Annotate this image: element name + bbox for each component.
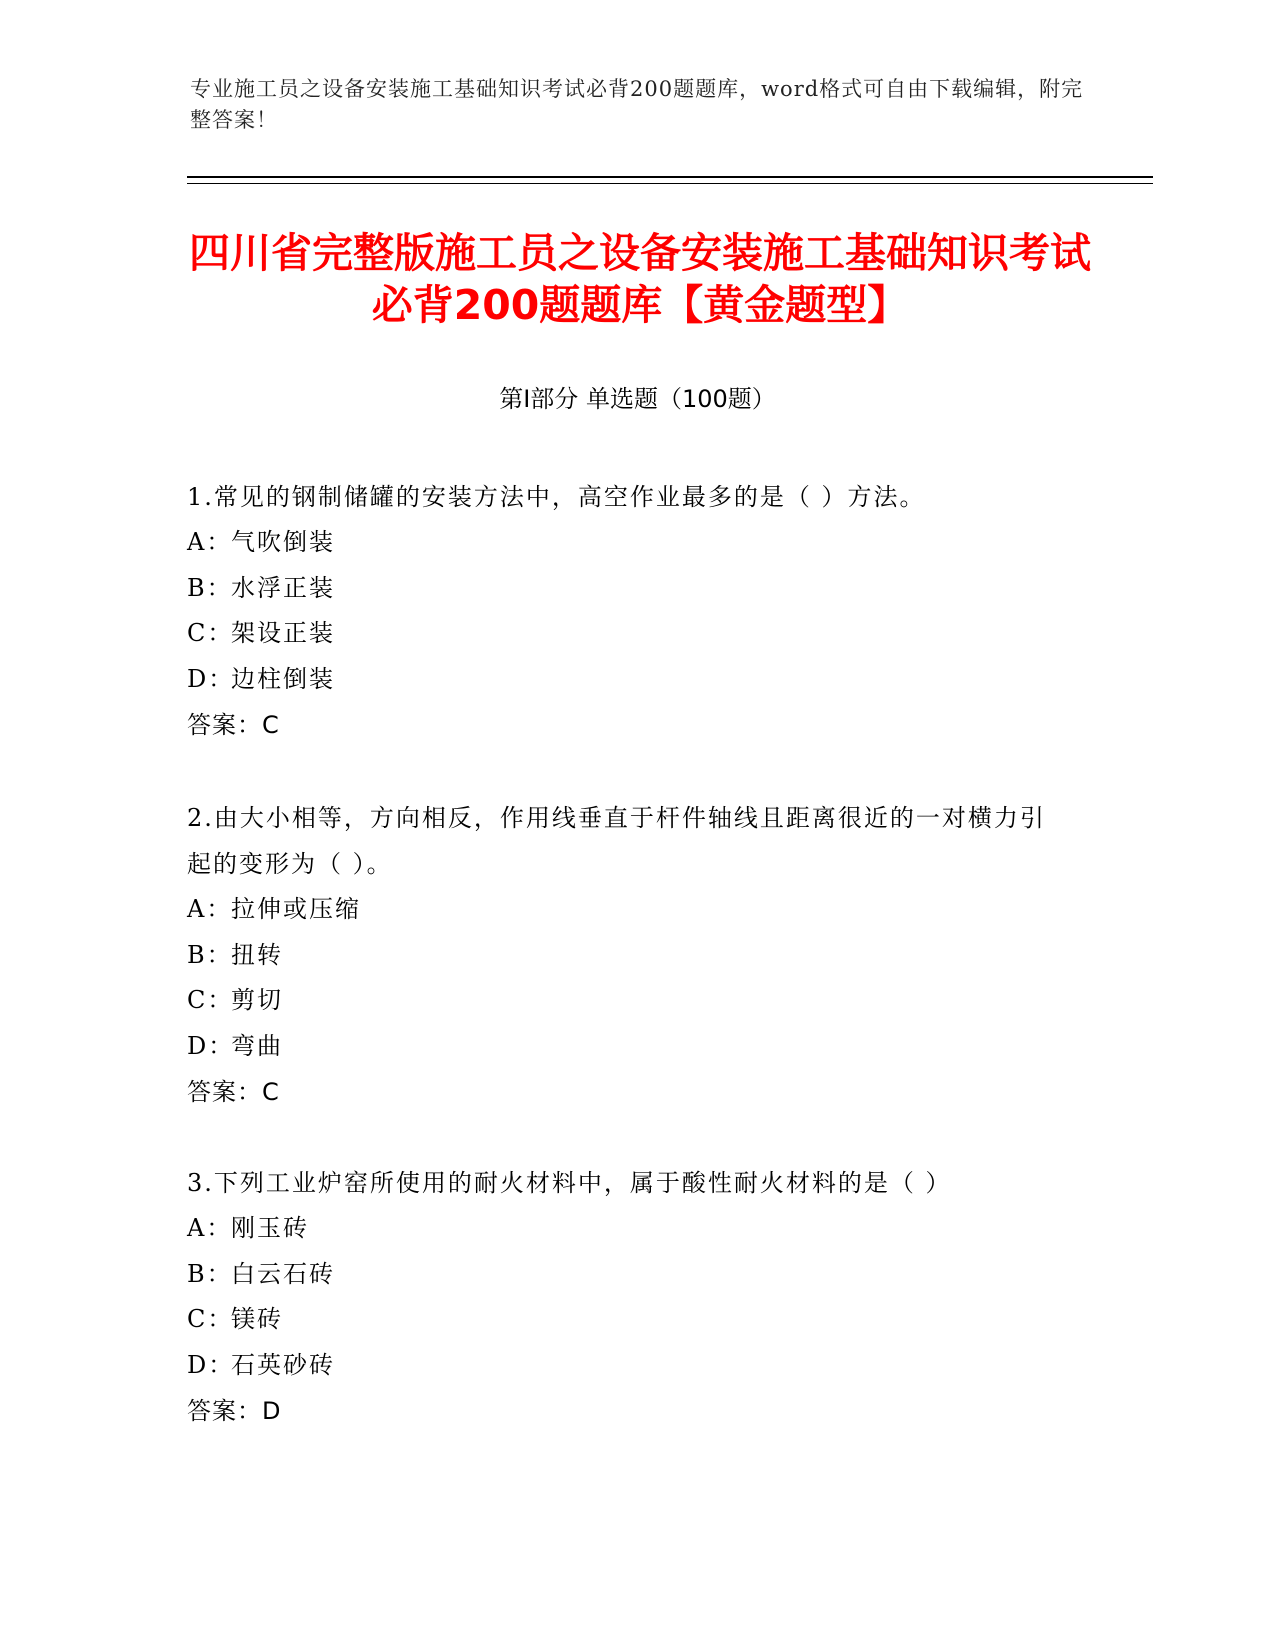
option-b <box>187 566 1067 612</box>
option-c <box>187 611 1067 657</box>
option-a <box>187 887 1067 933</box>
option-text: 拉伸或压缩 <box>231 895 361 923</box>
answer-value: D <box>262 1397 282 1425</box>
option-letter: B： <box>187 573 233 602</box>
option-letter: D： <box>187 1031 235 1060</box>
option-text: 刚玉砖 <box>231 1214 309 1242</box>
question-stem: 2.由大小相等，方向相反，作用线垂直于杆件轴线且距离很近的一对横力引起的变形为（ ）。 <box>187 804 1046 878</box>
option-letter: B： <box>187 1259 233 1288</box>
section-heading: 第Ⅰ部分 单选题（100题） <box>499 385 776 413</box>
option-letter: B： <box>187 940 233 969</box>
option-a <box>187 1206 1067 1252</box>
document-title: 四川省完整版施工员之设备安装施工基础知识考试必背200题题库【黄金题型】 <box>189 229 1091 329</box>
option-text: 白云石砖 <box>231 1259 335 1288</box>
option-text: 水浮正装 <box>231 573 335 602</box>
header-note: 专业施工员之设备安装施工基础知识考试必背200题题库，word格式可自由下载编辑，附完整答案！ <box>190 77 1084 132</box>
question-2 <box>187 793 1067 1115</box>
option-b <box>187 1252 1067 1298</box>
answer-value: C <box>262 1078 280 1106</box>
answer-label: 答案： <box>187 711 262 739</box>
option-c <box>187 1297 1067 1343</box>
option-a <box>187 520 1067 566</box>
option-letter: D： <box>187 1350 235 1379</box>
answer-line <box>187 1069 1067 1115</box>
answer-line <box>187 1388 1067 1434</box>
answer-label: 答案： <box>187 1397 262 1425</box>
option-letter: A： <box>187 1214 233 1242</box>
option-text: 弯曲 <box>231 1031 283 1060</box>
header-divider-thick <box>187 176 1153 178</box>
question-stem: 3.下列工业炉窑所使用的耐火材料中，属于酸性耐火材料的是（ ） <box>187 1169 952 1197</box>
option-text: 边柱倒装 <box>231 664 335 693</box>
option-c <box>187 978 1067 1024</box>
header-divider-thin <box>187 183 1153 184</box>
question-stem: 1.常见的钢制储罐的安装方法中，高空作业最多的是（ ）方法。 <box>187 483 926 511</box>
option-d <box>187 657 1067 703</box>
question-1 <box>187 472 1067 748</box>
option-letter: D： <box>187 664 235 693</box>
option-d <box>187 1343 1067 1389</box>
option-letter: A： <box>187 895 233 923</box>
question-3 <box>187 1158 1067 1434</box>
option-letter: C： <box>187 619 234 647</box>
option-d <box>187 1024 1067 1070</box>
option-b <box>187 933 1067 979</box>
option-letter: C： <box>187 986 234 1014</box>
answer-label: 答案： <box>187 1078 262 1106</box>
answer-value: C <box>262 711 280 739</box>
option-letter: C： <box>187 1305 234 1333</box>
answer-line <box>187 702 1067 748</box>
option-text: 剪切 <box>231 986 283 1014</box>
option-text: 气吹倒装 <box>231 528 335 556</box>
option-text: 架设正装 <box>231 619 335 647</box>
option-text: 扭转 <box>231 940 283 969</box>
option-text: 石英砂砖 <box>231 1350 335 1379</box>
option-letter: A： <box>187 528 233 556</box>
option-text: 镁砖 <box>231 1305 283 1333</box>
